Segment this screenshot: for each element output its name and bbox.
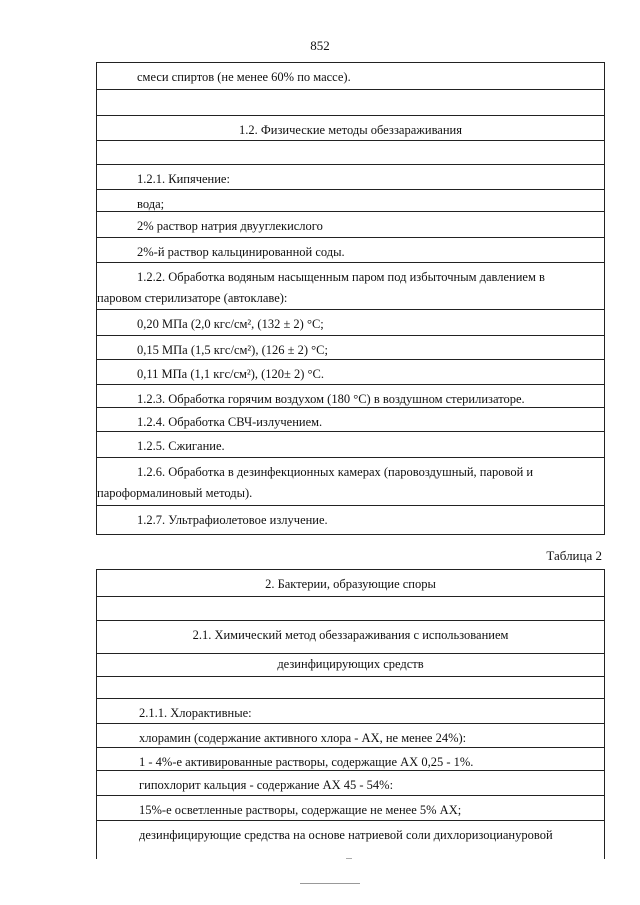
row-text-continued: пароформалиновый методы). <box>97 486 253 500</box>
table-row <box>97 262 604 309</box>
row-text: хлорамин (содержание активного хлора - АХ, не менее 24%): <box>139 731 467 745</box>
table-row <box>97 431 604 457</box>
row-text: 1 - 4%-е активированные растворы, содержащие АХ 0,25 - 1%. <box>139 755 474 769</box>
table-row <box>97 747 604 770</box>
row-text: 0,15 МПа (1,5 кгс/см²), (126 ± 2) °С; <box>137 343 328 357</box>
table-2 <box>96 569 605 859</box>
row-text: вода; <box>137 197 165 211</box>
page-number: 852 <box>310 38 330 53</box>
table-row <box>97 407 604 431</box>
row-text: 2.1.1. Хлорактивные: <box>139 706 252 720</box>
table-1 <box>96 62 605 535</box>
section-heading: 2.1. Химический метод обеззараживания с использованием <box>192 628 509 642</box>
table-row <box>97 335 604 359</box>
row-text: 1.2.7. Ультрафиолетовое излучение. <box>137 513 328 527</box>
section-heading: 2. Бактерии, образующие споры <box>265 577 436 591</box>
table-row <box>97 359 604 384</box>
section-heading-continued: дезинфицирующих средств <box>277 657 424 671</box>
table-2-caption: Таблица 2 <box>546 548 602 563</box>
row-text: 1.2.1. Кипячение: <box>137 172 230 186</box>
row-text: 1.2.4. Обработка СВЧ-излучением. <box>137 415 323 429</box>
section-heading-row <box>97 653 604 676</box>
row-text: 1.2.3. Обработка горячим воздухом (180 °С) в воздушном стерилизаторе. <box>137 392 525 406</box>
table-row <box>97 723 604 747</box>
table-row <box>97 676 604 698</box>
table-row <box>97 62 604 89</box>
table-row <box>97 140 604 164</box>
row-text: 0,11 МПа (1,1 кгс/см²), (120± 2) °С. <box>137 367 324 381</box>
table-row <box>97 211 604 237</box>
scan-mark <box>346 858 352 859</box>
section-heading: 1.2. Физические методы обеззараживания <box>239 123 462 137</box>
table-row <box>97 164 604 189</box>
row-text-continued: паровом стерилизаторе (автоклаве): <box>97 291 288 305</box>
table-row <box>97 384 604 407</box>
section-heading-row <box>97 115 604 140</box>
row-text: дезинфицирующие средства на основе натриевой соли дихлоризоциануровой <box>139 828 553 842</box>
table-row <box>97 505 604 534</box>
table-row <box>97 89 604 115</box>
row-text: 0,20 МПа (2,0 кгс/см², (132 ± 2) °С; <box>137 317 324 331</box>
row-text: гипохлорит кальция - содержание АХ 45 - 54%: <box>139 778 394 792</box>
table-row <box>97 309 604 335</box>
row-text: смеси спиртов (не менее 60% по массе). <box>137 70 351 84</box>
table-row <box>97 457 604 505</box>
section-heading-row <box>97 569 604 596</box>
table-row <box>97 596 604 620</box>
table-row <box>97 820 604 859</box>
table-row <box>97 189 604 211</box>
row-text: 1.2.2. Обработка водяным насыщенным паром под избыточным давлением в <box>137 270 545 284</box>
row-text: 15%-е осветленные растворы, содержащие не менее 5% АХ; <box>139 803 462 817</box>
row-text: 2%-й раствор кальцинированной соды. <box>137 245 345 259</box>
table-row <box>97 795 604 820</box>
row-text: 1.2.6. Обработка в дезинфекционных камерах (паровоздушный, паровой и <box>137 465 534 479</box>
scan-edge-line <box>300 883 360 884</box>
section-heading-row <box>97 620 604 653</box>
row-text: 1.2.5. Сжигание. <box>137 439 225 453</box>
row-text: 2% раствор натрия двууглекислого <box>137 219 323 233</box>
table-row <box>97 698 604 723</box>
table-row <box>97 237 604 262</box>
table-row <box>97 770 604 795</box>
